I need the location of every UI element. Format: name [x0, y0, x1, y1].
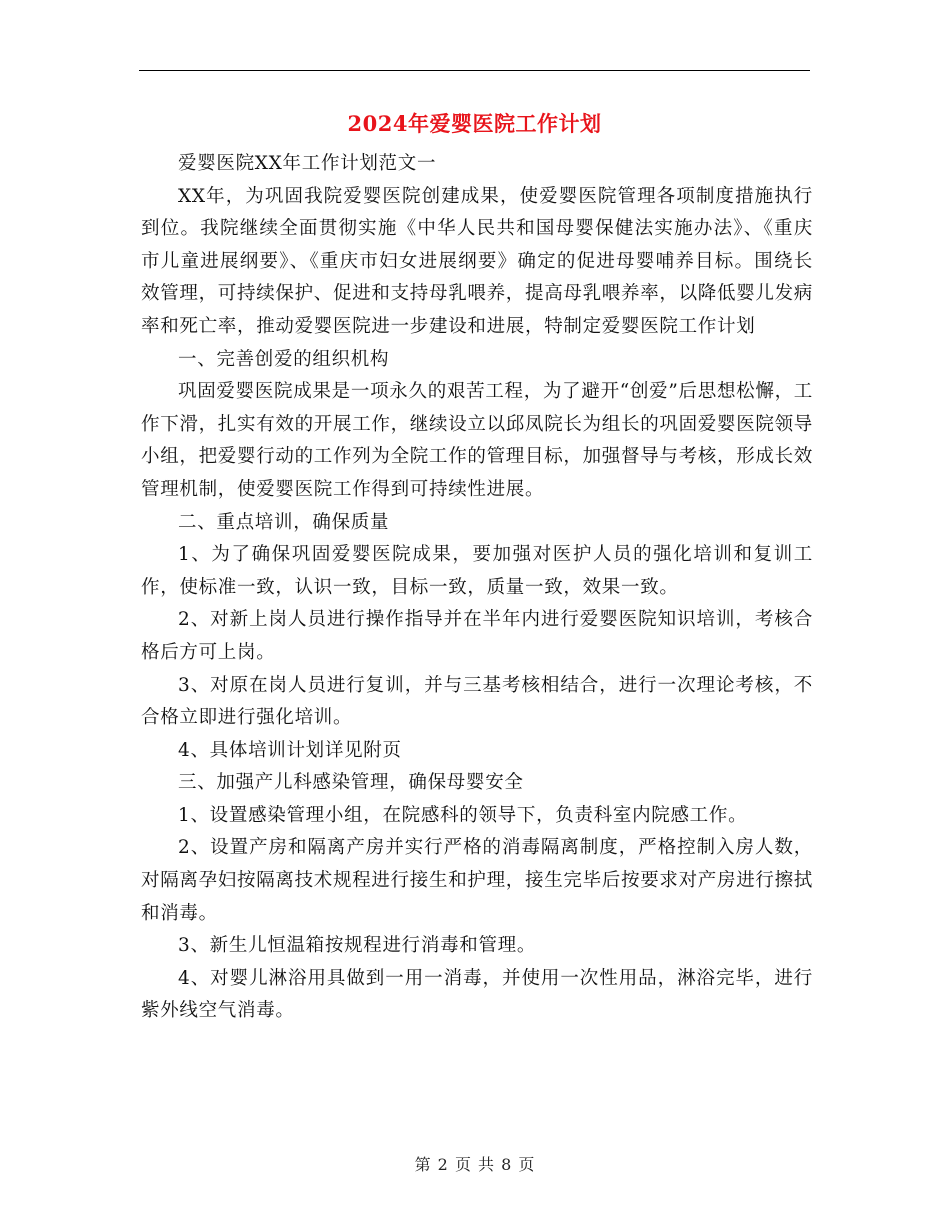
list-item: 4、具体培训计划详见附页	[178, 739, 402, 761]
paragraph-subtitle: 爱婴医院XX年工作计划范文一	[178, 153, 437, 174]
list-item: 3、对原在岗人员进行复训，并与三基考核相结合，进行一次理论考核，不合格立即进行强化培训。	[141, 674, 813, 729]
list-item: 1、设置感染管理小组，在院感科的领导下，负责科室内院感工作。	[178, 804, 748, 826]
section-heading-2: 二、重点培训，确保质量	[178, 511, 390, 533]
document-body	[141, 148, 813, 1028]
list-item: 4、对婴儿淋浴用具做到一用一消毒，并使用一次性用品，淋浴完毕，进行紫外线空气消毒。	[141, 967, 813, 1022]
paragraph-section-1: 巩固爱婴医院成果是一项永久的艰苦工程，为了避开“创爱”后思想松懈，工作下滑，扎实有效的开展工作，继续设立以邱凤院长为组长的巩固爱婴医院领导小组，把爱婴行动的工作列为全院工作的管理目标，加强督导与考核，形成长效管理机制，使爱婴医院工作得到可持续性进展。	[141, 381, 814, 500]
list-item: 3、新生儿恒温箱按规程进行消毒和管理。	[178, 935, 537, 957]
section-heading-3: 三、加强产儿科感染管理，确保母婴安全	[178, 772, 524, 794]
list-item: 1、为了确保巩固爱婴医院成果，要加强对医护人员的强化培训和复训工作，使标准一致，认识一致，目标一致，质量一致，效果一致。	[141, 544, 813, 598]
list-item: 2、对新上岗人员进行操作指导并在半年内进行爱婴医院知识培训，考核合格后方可上岗。	[141, 609, 813, 663]
list-item: 2、设置产房和隔离产房并实行严格的消毒隔离制度，严格控制入房人数，对隔离孕妇按隔离技术规程进行接生和护理，接生完毕后按要求对产房进行擦拭和消毒。	[141, 837, 814, 924]
header-rule	[139, 70, 810, 71]
document-title: 2024年爱婴医院工作计划	[347, 111, 602, 136]
paragraph-intro: XX年，为巩固我院爱婴医院创建成果，使爱婴医院管理各项制度措施执行到位。我院继续全面贯彻实施《中华人民共和国母婴保健法实施办法》、《重庆市儿童进展纲要》、《重庆市妇女进展纲要》确定的促进母婴哺养目标。围绕长效管理，可持续保护、促进和支持母乳喂养，提高母乳喂养率，以降低婴儿发病率和死亡率，推动爱婴医院进一步建设和进展，特制定爱婴医院工作计划	[141, 185, 814, 337]
section-heading-1: 一、完善创爱的组织机构	[178, 348, 390, 370]
page-number-footer: 第 2 页 共 8 页	[414, 1155, 536, 1174]
